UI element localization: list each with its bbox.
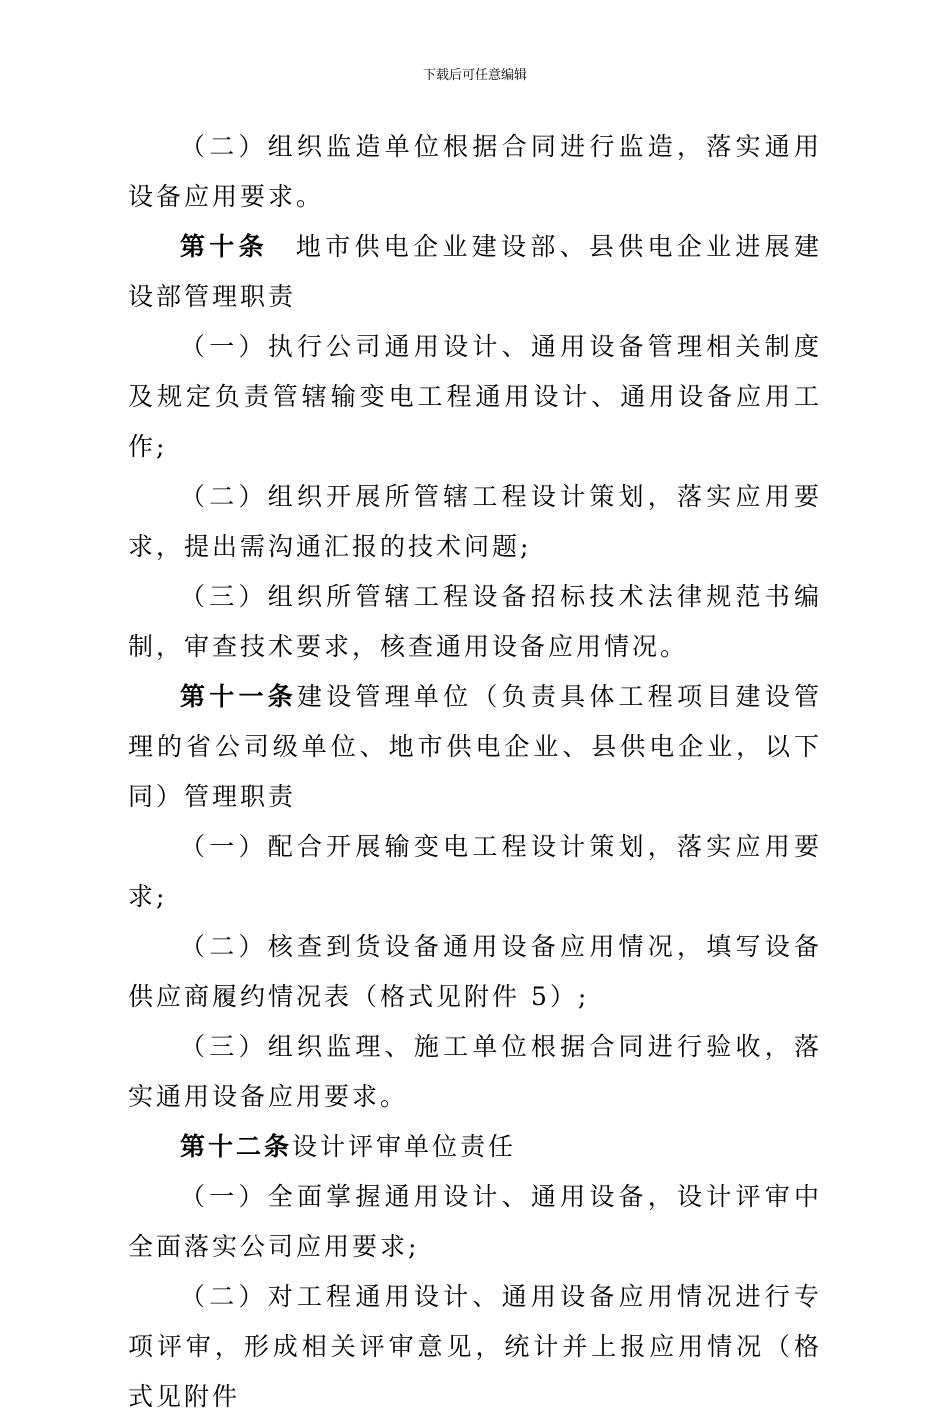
- paragraph: [128, 922, 822, 1022]
- paragraph-text: （一）配合开展输变电工程设计策划，落实应用要求;: [128, 832, 822, 911]
- article-paragraph: [128, 222, 822, 322]
- paragraph-text: （一）执行公司通用设计、通用设备管理相关制度及规定负责管辖输变电工程通用设计、通用设备应用工作;: [128, 332, 822, 461]
- article-paragraph: [128, 672, 822, 822]
- paragraph-text: 地市供电企业建设部、县供电企业进展建设部管理职责: [128, 232, 822, 311]
- paragraph: [128, 122, 822, 222]
- document-body: [128, 122, 822, 1422]
- paragraph-text: 设计评审单位责任: [292, 1132, 517, 1161]
- paragraph-text: 建设管理单位（负责具体工程项目建设管理的省公司级单位、地市供电企业、县供电企业，以下同）管理职责: [128, 682, 822, 811]
- paragraph-text: （三）组织所管辖工程设备招标技术法律规范书编制，审查技术要求，核查通用设备应用情况。: [128, 582, 822, 661]
- paragraph-text: （三）组织监理、施工单位根据合同进行验收，落实通用设备应用要求。: [128, 1032, 822, 1111]
- paragraph: [128, 322, 822, 472]
- article-heading: 第十一条: [180, 682, 297, 711]
- paragraph: [128, 1022, 822, 1122]
- paragraph: [128, 822, 822, 922]
- article-paragraph: [128, 1122, 822, 1172]
- paragraph-text: （二）核查到货设备通用设备应用情况，填写设备供应商履约情况表（格式见附件 5）;: [128, 932, 822, 1011]
- article-heading: 第十二条: [180, 1132, 293, 1161]
- article-heading: 第十条: [180, 232, 268, 261]
- page-header: 下载后可任意编辑: [422, 68, 527, 83]
- paragraph-text: （二）组织监造单位根据合同进行监造，落实通用设备应用要求。: [128, 132, 822, 211]
- paragraph-text: （二）组织开展所管辖工程设计策划，落实应用要求，提出需沟通汇报的技术问题;: [128, 482, 822, 561]
- paragraph: [128, 1272, 822, 1422]
- paragraph: [128, 572, 822, 672]
- paragraph: [128, 1172, 822, 1272]
- paragraph: [128, 472, 822, 572]
- paragraph-text: （一）全面掌握通用设计、通用设备，设计评审中全面落实公司应用要求;: [128, 1182, 822, 1261]
- paragraph-text: （二）对工程通用设计、通用设备应用情况进行专项评审，形成相关评审意见，统计并上报应用情况（格式见附件: [128, 1282, 822, 1411]
